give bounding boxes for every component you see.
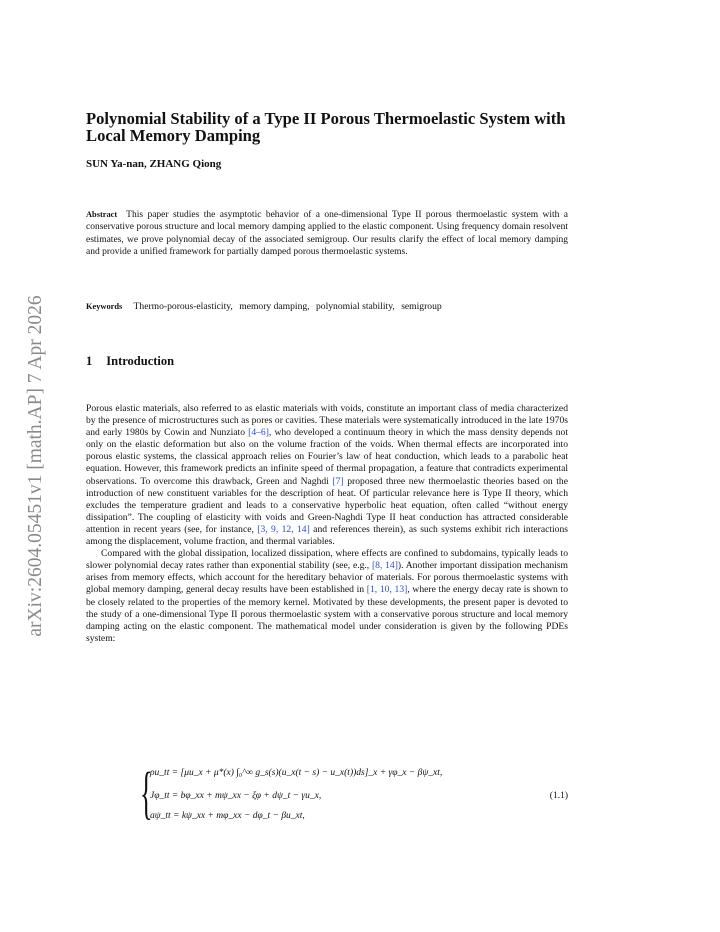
introduction-body: [86, 403, 568, 645]
keyword-item: memory damping,: [239, 301, 310, 312]
paragraph: [86, 548, 568, 645]
equation-system: [140, 762, 568, 832]
abstract-block: [86, 209, 568, 258]
left-brace: {: [140, 760, 153, 825]
text-run: and references therein), as such systems exhibit rich interactions among the displacement, volume fraction, and thermal variables.: [86, 523, 569, 548]
section-title-text: Introduction: [106, 354, 175, 368]
equation-line-1: ρu_tt = [μu_x + μ*(x) ∫₀^∞ g_s(s)(u_x(t − s) − u_x(t))ds]_x + γφ_x − βψ_xt,: [150, 768, 443, 778]
section-number: 1: [86, 354, 93, 368]
text-run: , who developed a continuum theory in which the mass density depends not only on the elastic deformation but also on the volume fraction of the voids. When thermal effects are incorporated into porous elastic systems, the classical approach relies on Fourier’s law of heat conduction, which leads to a parabolic heat equation. However, this framework predicts an infinite speed of thermal propagation, a feature that contradicts experimental observations. To overcome this drawback, Green and Naghdi: [86, 427, 568, 487]
keyword-item: polynomial stability,: [315, 301, 395, 312]
keywords-label: Keywords: [86, 302, 123, 311]
keywords-block: [86, 301, 568, 312]
text-run: , where the energy decay rate is shown to be closely related to the properties of the memory kernel. Motivated by these developments, the present paper is devoted to the study of a one-dimensional Type II porous thermoelastic system with a conservative porous structure and local memory damping acting on the elastic component. The mathematical model under consideration is given by the following PDEs system:: [86, 584, 568, 644]
keyword-item: semigroup: [401, 301, 442, 312]
paragraph: [86, 403, 568, 548]
keyword-item: Thermo-porous-elasticity,: [133, 301, 233, 312]
author-list: SUN Ya-nan, ZHANG Qiong: [86, 158, 222, 170]
abstract-text: This paper studies the asymptotic behavior of a one-dimensional Type II porous thermoelastic system with a conservative porous structure and local memory damping applied to the elastic component. Using frequency domain resolvent estimates, we prove polynomial decay of the associated semigroup. Our results clarify the effect of local memory damping and provide a unified framework for partially damped porous thermoelastic systems.: [86, 210, 568, 257]
citation-link[interactable]: [4–6]: [248, 427, 269, 439]
section-heading: [86, 354, 174, 369]
abstract-label: Abstract: [86, 210, 118, 219]
text-run: ). Another important dissipation mechanism arises from memory effects, which account for the hereditary behavior of materials. For porous thermoelastic systems with global memory damping, general decay results have been established in: [86, 560, 568, 596]
citation-link[interactable]: [8, 14]: [371, 560, 398, 572]
citation-link[interactable]: [7]: [332, 475, 344, 487]
paper-title: Polynomial Stability of a Type II Porous Thermoelastic System with Local Memory Damping: [86, 109, 566, 145]
equation-line-2: Jφ_tt = bφ_xx + mψ_xx − ξφ + dψ_t − γu_x,: [150, 791, 322, 801]
citation-link[interactable]: [3, 9, 12, 14]: [257, 523, 310, 535]
equation-number: (1.1): [549, 791, 568, 801]
text-run: Compared with the global dissipation, localized dissipation, where effects are confined to subdomains, typically leads to slower polynomial decay rates rather than exponential stability (see, e.g.,: [86, 548, 568, 572]
arxiv-identifier: arXiv:2604.05451v1 [math.AP] 7 Apr 2026: [25, 295, 46, 637]
citation-link[interactable]: [1, 10, 13]: [366, 584, 408, 596]
text-run: Porous elastic materials, also referred to as elastic materials with voids, constitute an important class of media characterized by the presence of microstructures such as pores or cavities. These materials were systematically introduced in the late 1970s and early 1980s by Cowin and Nunziato: [86, 403, 568, 439]
text-run: proposed three new thermoelastic theories based on the introduction of new constituent variables for the description of heat. Of particular relevance here is Type II theory, which excludes the temperature gradient and leads to a conservative hyperbolic heat equation, often called “without energy dissipation”. The coupling of elasticity with voids and Green-Naghdi Type II heat conduction has attracted considerable attention in recent years (see, for instance,: [86, 475, 568, 535]
equation-line-3: aψ_tt = kψ_xx + mφ_xx − dφ_t − βu_xt,: [150, 811, 305, 821]
